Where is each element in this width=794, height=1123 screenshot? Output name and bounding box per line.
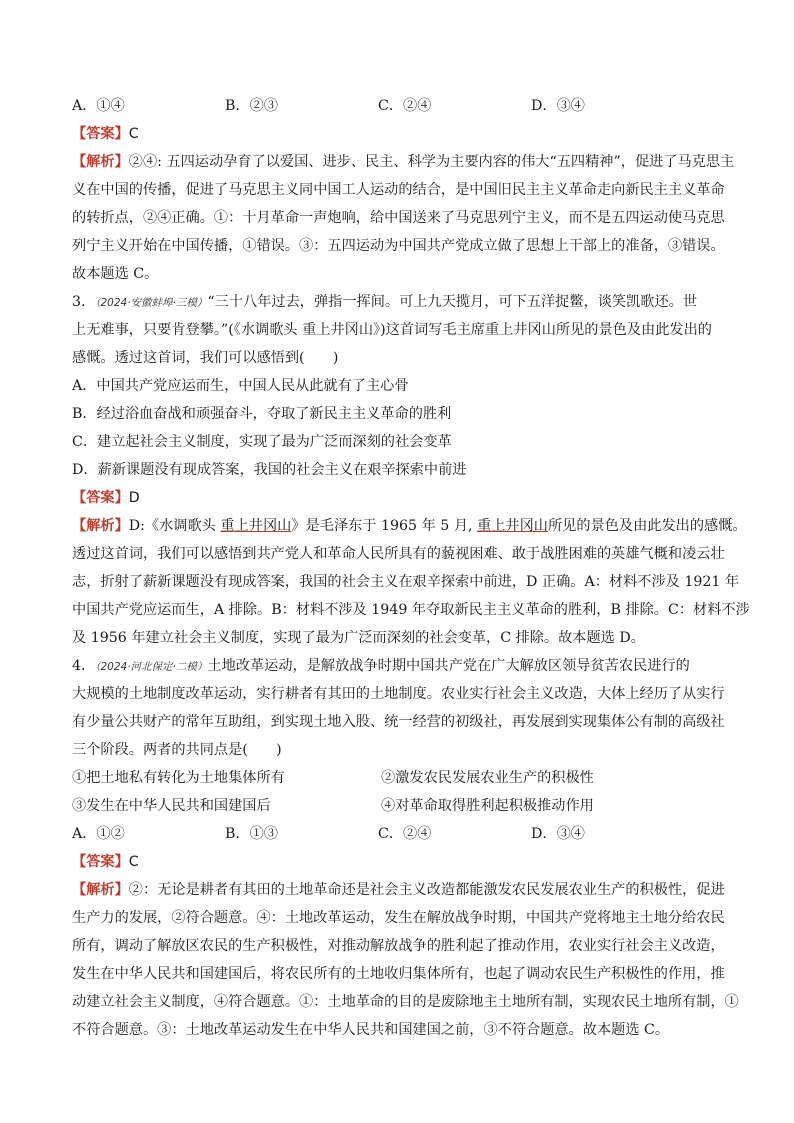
answer-tag: 【答案】	[72, 490, 129, 506]
q4-stem-line: 三个阶段。两者的共同点是( )	[72, 742, 282, 758]
q4-options	[72, 820, 732, 848]
q3-option-c: C．建立起社会主义制度，实现了最为广泛而深刻的社会变革	[72, 434, 452, 450]
statement-3: ③发生在中华人民共和国建国后	[72, 798, 271, 814]
q3-analysis-line: 透过这首词，我们可以感悟到共产党人和革命人民所具有的藐视困难、敢于战胜困难的英雄气概和凌云壮	[72, 546, 725, 562]
q4-analysis-line: 所有，调动了解放区农民的生产积极性，对推动解放战争的胜利起了推动作用，农业实行社会主义改造，	[72, 938, 725, 954]
q3-answer	[72, 484, 732, 512]
analysis-text: 所见的景色及由此发出的感慨。	[547, 518, 747, 534]
q4-option-d: D．③④	[531, 826, 585, 842]
answer-tag: 【答案】	[72, 126, 129, 142]
q4-option-a: A．①②	[72, 826, 125, 842]
analysis-text: D:《水调歌头	[128, 518, 221, 534]
q4-stem-line: 有少量公共财产的常年互助组，到实现土地入股、统一经营的初级社，再发展到实现集体公有制的高级社	[72, 714, 725, 730]
analysis-tag: 【解析】	[72, 154, 129, 170]
q3-option-a: A．中国共产党应运而生，中国人民从此就有了主心骨	[72, 378, 409, 394]
q3-stem-line: 感慨。透过这首词，我们可以感悟到( )	[72, 350, 339, 366]
q4-analysis-line: 生产力的发展，②符合题意。④：土地改革运动，发生在解放战争时期，中国共产党将地主土地分给农民	[72, 910, 725, 926]
q4-statements-row	[72, 764, 732, 792]
q2-option-d: D．③④	[531, 98, 585, 114]
q3-stem-line	[72, 288, 732, 316]
analysis-text: ②④: 五四运动孕育了以爱国、进步、民主、科学为主要内容的伟大“五四精神”，促进了马克思主	[128, 154, 735, 170]
q4-analysis-line: 发生在中华人民共和国建国后，将农民所有的土地收归集体所有，也起了调动农民生产积极性的作用，推	[72, 966, 725, 982]
analysis-tag: 【解析】	[72, 518, 129, 534]
q3-option-d: D．薪新课题没有现成答案，我国的社会主义在艰辛探索中前进	[72, 462, 467, 478]
q3-analysis-line: 及 1956 年建立社会主义制度，实现了最为广泛而深刻的社会变革，C 排除。故本题选 D。	[72, 630, 645, 646]
answer-value: D	[128, 490, 140, 506]
underlined-title: 重上井冈山	[220, 518, 292, 534]
answer-tag: 【答案】	[72, 854, 129, 870]
q3-analysis-line: 中国共产党应运而生，A 排除。B：材料不涉及 1949 年夺取新民主主义革命的胜利，B 排除。C：材料不涉	[72, 602, 750, 618]
answer-value: C	[128, 126, 139, 142]
q4-option-c: C．②④	[378, 826, 432, 842]
q2-analysis-line: 义在中国的传播，促进了马克思主义同中国工人运动的结合，是中国旧民主主义革命走向新民主主义革命	[72, 182, 725, 198]
statement-2: ②激发农民发展农业生产的积极性	[381, 770, 594, 786]
q2-answer	[72, 120, 732, 148]
q3-analysis-line: 志，折射了薪新课题没有现成答案，我国的社会主义在艰辛探索中前进，D 正确。A：材料不涉及 1921 年	[72, 574, 740, 590]
q2-options	[72, 92, 732, 120]
q2-analysis-line: 的转折点，②④正确。①：十月革命一声炮响，给中国送来了马克思列宁主义，而不是五四运动使马克思	[72, 210, 725, 226]
q4-analysis-line: 不符合题意。③：土地改革运动发生在中华人民共和国建国之前，③不符合题意。故本题选 C。	[72, 1022, 670, 1038]
stem-text: 土地改革运动，是解放战争时期中国共产党在广大解放区领导贫苦农民进行的	[207, 658, 690, 674]
q3-stem-line: 上无难事，只要肯登攀。”(《水调歌头 重上井冈山》)这首词写毛主席重上井冈山所见的景色及由此发出的	[72, 322, 712, 338]
question-source: （2024·河北保定·二模）	[95, 661, 208, 673]
q2-analysis-line: 故本题选 C。	[72, 266, 159, 282]
q2-option-b: B．②③	[225, 98, 278, 114]
q2-option-a: A．①④	[72, 98, 125, 114]
analysis-tag: 【解析】	[72, 882, 129, 898]
stem-text: “三十八年过去，弹指一挥间。可上九天揽月，可下五洋捉鳖，谈笑凯歌还。世	[207, 294, 698, 310]
statement-1: ①把土地私有转化为土地集体所有	[72, 770, 285, 786]
q4-answer	[72, 848, 732, 876]
underlined-title: 重上井冈山	[477, 518, 548, 534]
question-number: 4．	[72, 658, 96, 674]
q3-option-b: B．经过浴血奋战和顽强奋斗，夺取了新民主主义革命的胜利	[72, 406, 452, 422]
q4-analysis-line	[72, 876, 732, 904]
analysis-text: ②：无论是耕者有其田的土地革命还是社会主义改造都能激发农民发展农业生产的积极性，促进	[128, 882, 725, 898]
q4-stem-line: 大规模的土地制度改革运动，实行耕者有其田的土地制度。农业实行社会主义改造，大体上经历了从实行	[72, 686, 725, 702]
q4-statements-row	[72, 792, 732, 820]
q2-analysis-line: 列宁主义开始在中国传播，①错误。③：五四运动为中国共产党成立做了思想上干部上的准备，③错误。	[72, 238, 725, 254]
q2-analysis-line	[72, 148, 735, 176]
q2-option-c: C．②④	[378, 98, 432, 114]
q3-analysis-line	[72, 512, 747, 540]
q4-analysis-line: 动建立社会主义制度，④符合题意。①：土地革命的目的是废除地主土地所有制，实现农民土地所有制，①	[72, 994, 739, 1010]
question-number: 3．	[72, 294, 96, 310]
question-source: （2024·安徽蚌埠·三模）	[95, 297, 208, 309]
answer-value: C	[128, 854, 139, 870]
analysis-text: 》是毛泽东于 1965 年 5 月,	[291, 518, 478, 534]
q4-stem-line	[72, 652, 732, 680]
statement-4: ④对革命取得胜利起积极推动作用	[381, 798, 594, 814]
document-page	[72, 92, 750, 1044]
q4-option-b: B．①③	[225, 826, 278, 842]
